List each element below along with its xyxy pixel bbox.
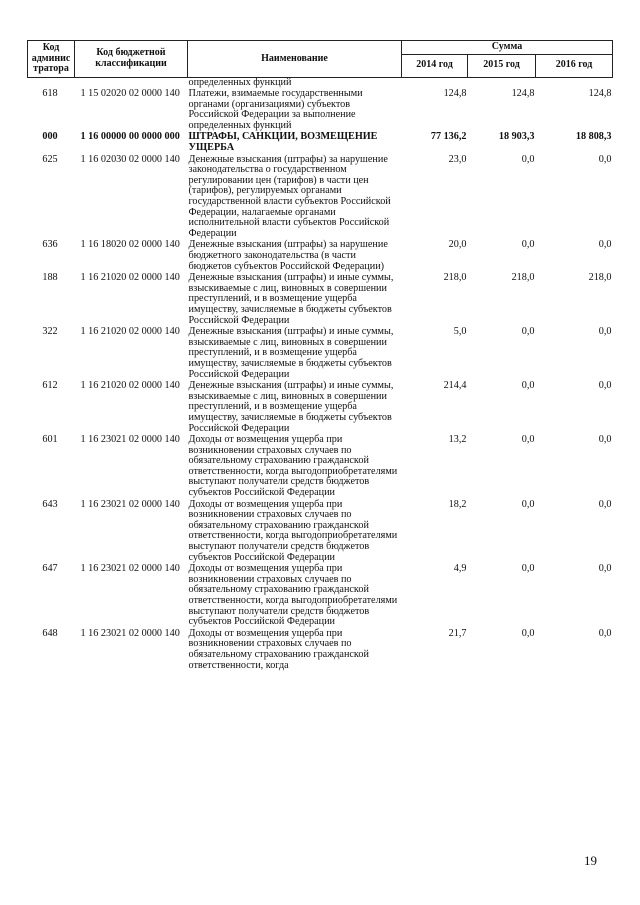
sum-2015-cell: 0,0 <box>521 563 535 575</box>
table-body <box>28 77 613 671</box>
sum-2014-cell: 4,9 <box>453 563 467 575</box>
sum-2015-cell: 0,0 <box>521 239 535 251</box>
classification-code-cell: 1 16 18020 02 0000 140 <box>80 239 180 251</box>
admin-code-cell <box>28 77 75 88</box>
classification-code-cell: 1 16 21020 02 0000 140 <box>80 380 180 392</box>
header-admin-code: Код админис тратора <box>28 41 75 78</box>
classification-code-cell: 1 16 23021 02 0000 140 <box>80 498 180 510</box>
sum-2014-cell: 13,2 <box>448 434 467 446</box>
table-row <box>28 380 613 434</box>
sum-2014-cell: 23,0 <box>448 153 467 165</box>
header-name: Наименование <box>188 41 402 78</box>
header-sum: Сумма <box>402 41 613 55</box>
header-year-2014: 2014 год <box>402 54 468 77</box>
sum-2014-cell: 18,2 <box>448 498 467 510</box>
classification-code-cell: 1 16 21020 02 0000 140 <box>80 272 180 284</box>
sum-2014-cell: 21,7 <box>448 627 467 639</box>
table-row <box>28 77 613 88</box>
table-row <box>28 326 613 380</box>
admin-code-cell: 648 <box>42 627 58 639</box>
sum-2014-cell: 5,0 <box>453 326 467 338</box>
sum-2015-cell: 0,0 <box>521 498 535 510</box>
classification-code-cell: 1 16 00000 00 0000 000 <box>80 131 180 143</box>
sum-2016-cell: 0,0 <box>598 239 612 251</box>
sum-2015-cell: 124,8 <box>511 88 535 100</box>
name-cell: Доходы от возмещения ущерба при возникновении страховых случаев по обязательному страхованию гражданской ответственности, когда выгодоприобретателями выступают получатели средств бюджетов субъектов Российской Федерации <box>188 563 398 628</box>
sum-2016-cell: 0,0 <box>598 498 612 510</box>
classification-code-cell: 1 16 21020 02 0000 140 <box>80 326 180 338</box>
sum-2016-cell: 0,0 <box>598 153 612 165</box>
name-cell: Денежные взыскания (штрафы) и иные суммы, взыскиваемые с лиц, виновных в совершении преступлений, и в возмещение ущерба имуществу, зачисляемые в бюджеты субъектов Российской Федерации <box>188 326 394 380</box>
table-row <box>28 272 613 326</box>
table-row <box>28 563 613 628</box>
page-number: 19 <box>584 853 597 868</box>
name-cell: Доходы от возмещения ущерба при возникновении страховых случаев по обязательному страхованию гражданской ответственности, когда выгодоприобретателями выступают получатели средств бюджетов субъектов Российской Федерации <box>188 498 398 563</box>
name-cell: Денежные взыскания (штрафы) за нарушение законодательства о государственном регулировании цен (тарифов) в части цен (тарифов), регулируемых органами государственной власти субъектов Российской Федерации, налагаемые органами исполнительной власти субъектов Российской Федерации <box>188 153 391 239</box>
sum-2016-cell: 124,8 <box>588 88 612 100</box>
admin-code-cell: 322 <box>42 326 58 338</box>
sum-2014-cell: 20,0 <box>448 239 467 251</box>
classification-code-cell: 1 16 23021 02 0000 140 <box>80 434 180 446</box>
admin-code-cell: 188 <box>42 272 58 284</box>
budget-income-table <box>27 40 613 671</box>
admin-code-cell: 625 <box>42 153 58 165</box>
sum-2016-cell: 18 808,3 <box>575 131 612 143</box>
table-row <box>28 154 613 240</box>
header-year-2015: 2015 год <box>468 54 536 77</box>
sum-2015-cell: 0,0 <box>521 380 535 392</box>
sum-2014-cell <box>402 77 468 88</box>
sum-2016-cell: 0,0 <box>598 380 612 392</box>
name-cell: Доходы от возмещения ущерба при возникновении страховых случаев по обязательному страхованию гражданской ответственности, когда выгодоприобретателями выступают получатели средств бюджетов субъектов Российской Федерации <box>188 434 398 499</box>
classification-code-cell: 1 16 02030 02 0000 140 <box>80 153 180 165</box>
sum-2015-cell: 0,0 <box>521 434 535 446</box>
sum-2014-cell: 218,0 <box>443 272 467 284</box>
name-cell: Денежные взыскания (штрафы) и иные суммы, взыскиваемые с лиц, виновных в совершении преступлений, и в возмещение ущерба имуществу, зачисляемые в бюджеты субъектов Российской Федерации <box>188 380 394 434</box>
sum-2014-cell: 77 136,2 <box>430 131 467 143</box>
admin-code-cell: 612 <box>42 380 58 392</box>
table-row <box>28 434 613 499</box>
table-row <box>28 239 613 272</box>
classification-code-cell: 1 16 23021 02 0000 140 <box>80 627 180 639</box>
admin-code-cell: 618 <box>42 88 58 100</box>
name-cell: Денежные взыскания (штрафы) за нарушение бюджетного законодательства (в части бюджетов субъектов Российской Федерации) <box>188 239 388 272</box>
sum-2016-cell: 0,0 <box>598 326 612 338</box>
sum-2014-cell: 124,8 <box>443 88 467 100</box>
table-row <box>28 88 613 131</box>
admin-code-cell: 647 <box>42 563 58 575</box>
admin-code-cell: 636 <box>42 239 58 251</box>
table-row <box>28 131 613 153</box>
admin-code-cell: 643 <box>42 498 58 510</box>
sum-2016-cell <box>536 77 613 88</box>
sum-2015-cell <box>468 77 536 88</box>
sum-2015-cell: 0,0 <box>521 627 535 639</box>
table-header <box>28 41 613 78</box>
header-year-2016: 2016 год <box>536 54 613 77</box>
header-budget-classification-code: Код бюджетной классификации <box>75 41 188 78</box>
table-row <box>28 628 613 671</box>
sum-2014-cell: 214,4 <box>443 380 467 392</box>
sum-2015-cell: 218,0 <box>511 272 535 284</box>
table-row <box>28 499 613 564</box>
name-cell: Платежи, взимаемые государственными органами (организациями) субъектов Российской Федерации за выполнение определенных функций <box>188 88 363 131</box>
classification-code-cell: 1 16 23021 02 0000 140 <box>80 563 180 575</box>
sum-2016-cell: 0,0 <box>598 434 612 446</box>
sum-2016-cell: 0,0 <box>598 563 612 575</box>
name-cell: ШТРАФЫ, САНКЦИИ, ВОЗМЕЩЕНИЕ УЩЕРБА <box>188 131 378 154</box>
sum-2016-cell: 0,0 <box>598 627 612 639</box>
classification-code-cell <box>75 77 188 88</box>
sum-2015-cell: 0,0 <box>521 153 535 165</box>
name-cell: Доходы от возмещения ущерба при возникновении страховых случаев по обязательному страхованию гражданской ответственности, когда <box>188 627 369 671</box>
admin-code-cell: 000 <box>42 131 58 143</box>
sum-2015-cell: 0,0 <box>521 326 535 338</box>
name-cell: Денежные взыскания (штрафы) и иные суммы, взыскиваемые с лиц, виновных в совершении преступлений, и в возмещение ущерба имуществу, зачисляемые в бюджеты субъектов Российской Федерации <box>188 272 394 326</box>
classification-code-cell: 1 15 02020 02 0000 140 <box>80 88 180 100</box>
sum-2015-cell: 18 903,3 <box>498 131 535 143</box>
sum-2016-cell: 218,0 <box>588 272 612 284</box>
name-cell: определенных функций <box>188 76 292 88</box>
admin-code-cell: 601 <box>42 434 58 446</box>
